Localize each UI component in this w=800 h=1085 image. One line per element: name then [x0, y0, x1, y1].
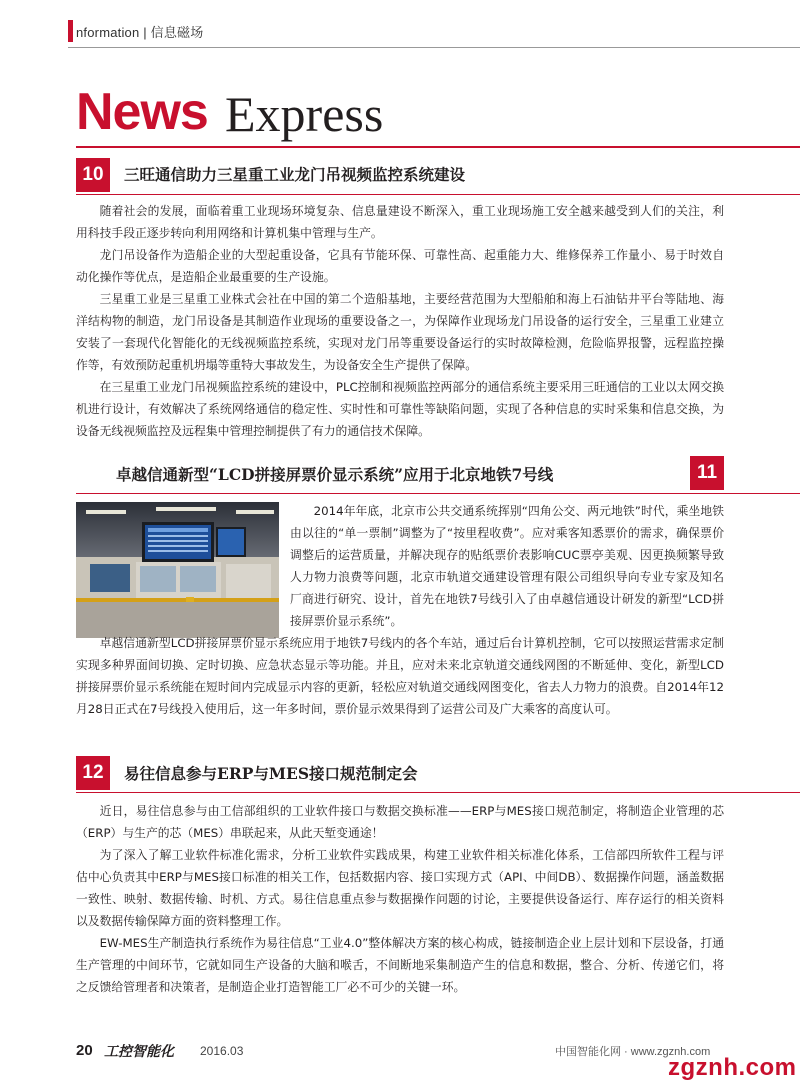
watermark: zgznh.com: [668, 1054, 797, 1081]
article-number: 12: [76, 756, 110, 790]
article-number: 11: [690, 456, 724, 490]
article-rule: [76, 792, 800, 793]
site-url: 中国智能化网 · www.zgznh.com: [555, 1046, 711, 1058]
paragraph: 卓越信通新型LCD拼接屏票价显示系统应用于地铁7号线内的各个车站，通过后台计算机控制，它可以按照运营需求定制实现多种界面间切换、定时切换、应急状态显示等功能。并且，应对未来北京轨道交通线网图的不断延伸、变化，新型LCD拼接屏票价显示系统能在短时间内完成显示内容的更新，轻松应对轨道交通线网图变化，省去人力物力的浪费。自2014年12月28日正式在7号线投入使用后，这一年多时间，票价显示效果得到了运营公司及广大乘客的高度认可。: [76, 636, 724, 716]
paragraph: 三星重工业是三星重工业株式会社在中国的第二个造船基地，主要经营范围为大型船舶和海上石油钻井平台等陆地、海洋结构物的制造，龙门吊设备是其制造作业现场的重要设备之一，为保障作业现场龙门吊设备的运行安全，三星重工业建立安装了一套现代化智能化的无线视频监控系统，实现对龙门吊等重要设备运行的实时故障检测，危险临界报警，远程监控操作等，有效预防起重机坍塌等重特大事故发生，为设备安全生产提供了保障。: [76, 292, 724, 372]
article-rule: [76, 194, 800, 195]
paragraph: 为了深入了解工业软件标准化需求，分析工业软件实践成果，构建工业软件相关标准化体系，工信部四所软件工程与评估中心负责其中ERP与MES接口标准的相关工作，包括数据内容、接口实现方式（API、中间DB）、数据操作问题，涵盖数据一致性、映射、数据传输、时机、方式。易往信息重点参与数据操作问题的讨论，主要提供设备运行、库存运行的相关资料以及数据传输保障方面的资料整理工作。: [76, 848, 725, 928]
article-title: 易往信息参与ERP与MES接口规范制定会: [124, 764, 418, 783]
article-body: [76, 632, 724, 720]
title-news: News: [76, 83, 208, 141]
paragraph: 在三星重工业龙门吊视频监控系统的建设中，PLC控制和视频监控两部分的通信系统主要采用三旺通信的工业以太网交换机进行设计，有效解决了系统网络通信的稳定性、实时性和可靠性等缺陷问题，实现了各种信息的实时采集和信息交换，为设备无线视频监控及远程集中管理控制提供了有力的通信技术保障。: [76, 380, 724, 438]
header-rule: [68, 47, 800, 48]
paragraph: 近日，易往信息参与由工信部组织的工业软件接口与数据交换标准——ERP与MES接口规范制定，将制造企业管理的芯（ERP）与生产的芯（MES）串联起来，从此天堑变通途！: [76, 804, 724, 840]
section-header: [68, 20, 203, 42]
article-number: 10: [76, 158, 110, 192]
page-number: 20: [76, 1042, 93, 1059]
magazine-logo: 工控智能化: [104, 1044, 174, 1060]
paragraph: 2014年年底，北京市公共交通系统挥别“四角公交、两元地铁”时代，乘坐地铁由以往的“单一票制”调整为了“按里程收费”。应对乘客知悉票价的需求，确保票价调整后的运营质量，并解决现存的贴纸票价表影响CUC票亭美观、因更换频繁导致人力物力浪费等问题，北京市轨道交通建设管理有限公司组织导向专业专家及知名厂商进行研究、设计，首先在地铁7号线引入了由卓越信通设计研发的新型“LCD拼接屏票价显示系统”。: [290, 504, 724, 628]
subway-ticket-office-photo: [76, 502, 279, 638]
paragraph: 随着社会的发展，面临着重工业现场环境复杂、信息量建设不断深入，重工业现场施工安全越来越受到人们的关注，利用科技手段正逐步转向利用网络和计算机集中管理与生产。: [76, 204, 724, 240]
article-body: [76, 800, 724, 998]
paragraph: EW-MES生产制造执行系统作为易往信息“工业4.0”整体解决方案的核心构成，链接制造企业上层计划和下层设备，打通生产管理的中间环节，它就如同生产设备的大脑和喉舌，不间断地采集制造产生的信息和数据，整合、分析、传递它们，将之反馈给管理者和决策者，是制造企业打造智能工厂必不可少的关键一环。: [76, 936, 724, 994]
section-marker: [68, 20, 73, 42]
article-title: 卓越信通新型“LCD拼接屏票价显示系统”应用于北京地铁7号线: [116, 465, 554, 484]
article-body: [76, 200, 724, 442]
issue-date: 2016.03: [200, 1044, 244, 1058]
article-title: 三旺通信助力三星重工业龙门吊视频监控系统建设: [124, 165, 466, 184]
title-express: Express: [225, 86, 384, 142]
paragraph: 龙门吊设备作为造船企业的大型起重设备，它具有节能环保、可靠性高、起重能力大、维修保养工作量小、易于时效自动化操作等优点，是造船企业最重要的生产设施。: [76, 248, 724, 284]
photo-illustration: [76, 502, 279, 638]
article-rule: [76, 493, 800, 494]
title-rule: [76, 146, 800, 148]
section-label: nformation | 信息磁场: [76, 24, 204, 40]
article-body-intro: [290, 500, 724, 632]
